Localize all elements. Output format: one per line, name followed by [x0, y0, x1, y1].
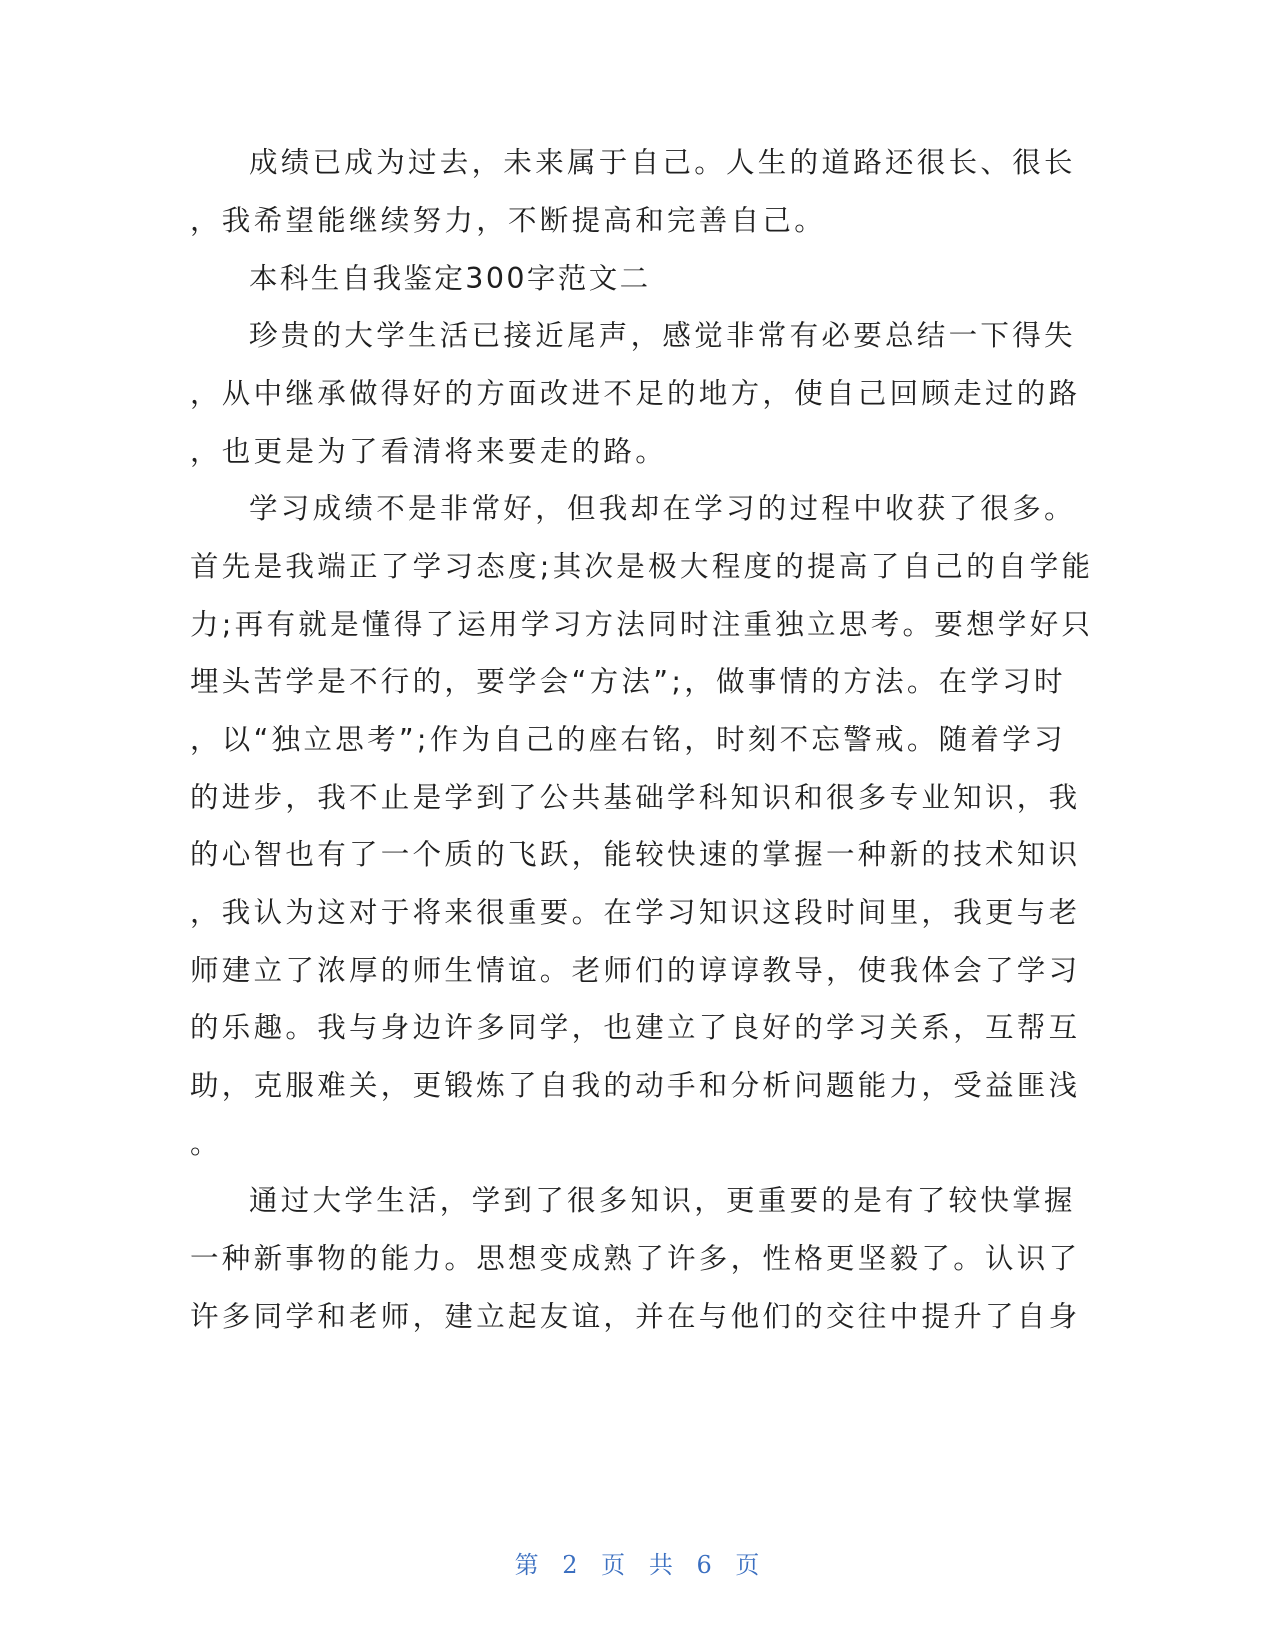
- paragraph-line: 助，克服难关，更锻炼了自我的动手和分析问题能力，受益匪浅: [190, 1069, 1081, 1102]
- paragraph-line: 的心智也有了一个质的飞跃，能较快速的掌握一种新的技术知识: [190, 838, 1081, 871]
- paragraph-line: ，以“独立思考”;作为自己的座右铭，时刻不忘警戒。随着学习: [190, 723, 1066, 756]
- paragraph-line: 通过大学生活，学到了很多知识，更重要的是有了较快掌握: [249, 1184, 1076, 1217]
- total-pages-number: 6: [696, 1551, 713, 1579]
- page-footer: [0, 1545, 1275, 1580]
- paragraph-line: 成绩已成为过去，未来属于自己。人生的道路还很长、很长: [249, 146, 1076, 179]
- paragraph-line: 的进步，我不止是学到了公共基础学科知识和很多专业知识，我: [190, 781, 1081, 814]
- paragraph-line: 一种新事物的能力。思想变成熟了许多，性格更坚毅了。认识了: [190, 1242, 1081, 1275]
- paragraph-line: 学习成绩不是非常好，但我却在学习的过程中收获了很多。: [249, 492, 1076, 525]
- paragraph-line: ，也更是为了看清将来要走的路。: [190, 435, 668, 468]
- paragraph-line: 许多同学和老师，建立起友谊，并在与他们的交往中提升了自身: [190, 1300, 1081, 1333]
- paragraph-line: 首先是我端正了学习态度;其次是极大程度的提高了自己的自学能: [190, 550, 1094, 583]
- footer-page-word: 页: [601, 1551, 627, 1579]
- section-heading: 本科生自我鉴定300字范文二: [249, 262, 651, 295]
- paragraph-line: 。: [190, 1127, 222, 1160]
- paragraph-line: ，我认为这对于将来很重要。在学习知识这段时间里，我更与老: [190, 896, 1081, 929]
- paragraph-line: ，从中继承做得好的方面改进不足的地方，使自己回顾走过的路: [190, 377, 1081, 410]
- paragraph-line: 的乐趣。我与身边许多同学，也建立了良好的学习关系，互帮互: [190, 1011, 1081, 1044]
- footer-suffix: 页: [735, 1551, 761, 1579]
- paragraph-line: 埋头苦学是不行的，要学会“方法”;，做事情的方法。在学习时: [190, 665, 1066, 698]
- paragraph-line: 珍贵的大学生活已接近尾声，感觉非常有必要总结一下得失: [249, 319, 1076, 352]
- footer-total-word: 共: [648, 1551, 674, 1579]
- current-page-number: 2: [562, 1551, 579, 1579]
- paragraph-line: 师建立了浓厚的师生情谊。老师们的谆谆教导，使我体会了学习: [190, 954, 1081, 987]
- footer-prefix: 第: [514, 1551, 540, 1579]
- paragraph-line: 力;再有就是懂得了运用学习方法同时注重独立思考。要想学好只: [190, 608, 1094, 641]
- paragraph-line: ，我希望能继续努力，不断提高和完善自己。: [190, 204, 827, 237]
